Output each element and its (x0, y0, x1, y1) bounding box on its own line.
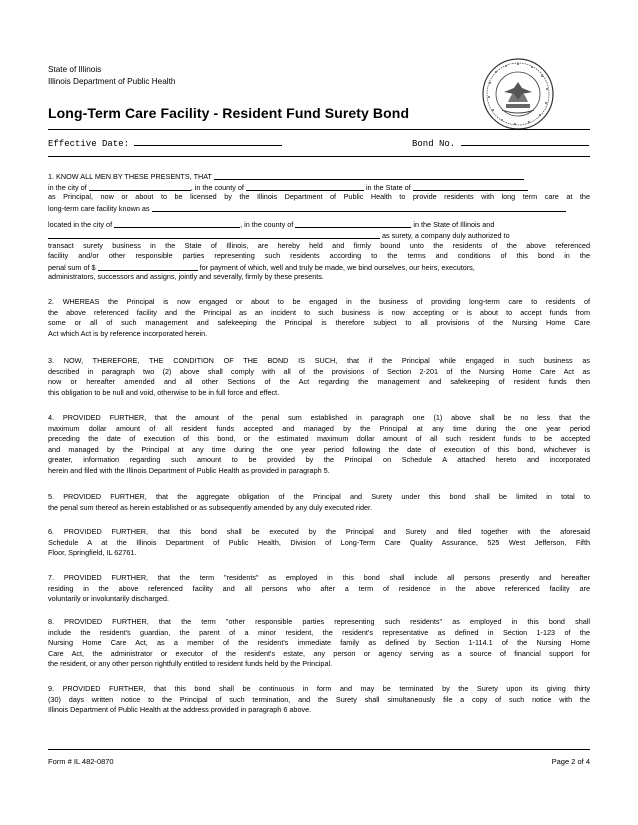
paragraph-4 (48, 413, 590, 477)
p6-line: 6. PROVIDED FURTHER, that this bond shall be executed by the Principal and Surety and filed together with the aforesaid (48, 527, 590, 536)
agency-block (48, 64, 175, 87)
p1-city-label: in the city of (48, 182, 87, 192)
p1-surety-label: as surety, a company duly authorized to (382, 230, 510, 240)
paragraph-5 (48, 492, 590, 513)
p2-line: 2. WHEREAS the Principal is now engaged or about to be engaged in the business of providing long-term care to residents of (48, 297, 590, 306)
p8-line: Care Act, the administrator or executor of the resident's estate, any person or agency serving as a source of financial support for (48, 648, 590, 658)
p2-line: some or all of such management and safekeeping the Principal is therefore subject to all provisions of the Nursing Home Care (48, 318, 590, 328)
state-seal-icon (482, 58, 554, 130)
facility-name-input[interactable] (152, 203, 566, 212)
department-name: Illinois Department of Public Health (48, 76, 176, 86)
p4-line: 4. PROVIDED FURTHER, that the amount of the penal sum established in paragraph one (1) above shall be no less that the (48, 413, 590, 422)
effective-date-field (48, 136, 282, 149)
p7-line: 7. PROVIDED FURTHER, that the term "residents" as employed in this bond shall include all persons presently and hereafter (48, 573, 590, 582)
principal-county-input[interactable] (246, 182, 364, 191)
paragraph-2 (48, 297, 590, 339)
p5-line: the penal sum thereof as herein established or as subsequently amended by any duly executed rider. (48, 502, 373, 512)
p1-line10: administrators, successors and assigns, jointly and severally, firmly by these presents. (48, 272, 324, 282)
p4-line: and managed by the Principal at any time during the one year period following the date of execution of this bond, whichever is (48, 444, 590, 454)
p1-county-label: , in the county of (190, 182, 244, 192)
p1-located-city-label: located in the city of (48, 220, 113, 230)
principal-city-input[interactable] (89, 182, 191, 191)
surety-name-input[interactable] (48, 230, 380, 239)
p8-line: Nursing Home Care Act, as a member of the resident's immediate family as defined by Section 1-114.1 of the Nursing Home (48, 638, 590, 648)
p4-line: preceding the date of execution of this bond, or the estimated maximum dollar amount of all such resident funds to be accepted (48, 434, 590, 444)
p6-line: Schedule A at the Illinois Department of Public Health, Division of Long-Term Care Quality Assurance, 525 West Jefferson, Fifth (48, 537, 590, 547)
paragraph-9 (48, 684, 590, 716)
effective-date-label: Effective Date: (48, 139, 130, 149)
paragraph-7 (48, 573, 590, 605)
p4-line: herein and filed with the Illinois Department of Public Health as provided in paragraph 5. (48, 465, 330, 475)
p3-line: now or hereafter amended and all other Sections of the Act regarding the management and safekeeping of resident funds then (48, 377, 590, 387)
principal-state-input[interactable] (413, 182, 528, 191)
header-divider (48, 156, 590, 157)
p1-state-label: in the State of (365, 182, 411, 192)
p1-line3: as Principal, now or about to be licensed by the Illinois Department of Public Health to provide residents with long term care at the (48, 192, 590, 202)
paragraph-1 (48, 171, 590, 283)
form-number: Form # IL 482-0870 (48, 757, 114, 766)
p3-line: 3. NOW, THEREFORE, THE CONDITION OF THE BOND IS SUCH, that if the Principal while engaged in such business as (48, 356, 590, 365)
page-number: Page 2 of 4 (551, 757, 590, 766)
p3-line: described in paragraph two (2) above shall comply with all of the provisions of Section 2-201 of the Nursing Home Care Act as (48, 366, 590, 376)
p3-line: this obligation to be null and void, otherwise to be in full force and effect. (48, 387, 280, 397)
p8-line: 8. PROVIDED FURTHER, that the term "other responsible parties representing such residents" as employed in this bond shall (48, 617, 590, 626)
p8-line: include the resident's guardian, the parent of a minor resident, the resident's representative as defined in Section 1-123 of the (48, 627, 590, 637)
paragraph-6 (48, 527, 590, 559)
footer-divider (48, 749, 590, 750)
p8-line: the resident, or any other person rightfully entitled to resident funds held by the Principal. (48, 659, 333, 669)
p1-facility-label: long-term care facility known as (48, 203, 150, 213)
p1-penal-sum-label: penal sum of $ (48, 262, 96, 272)
state-name: State of Illinois (48, 65, 102, 74)
effective-date-input[interactable] (134, 136, 282, 146)
p9-line: (30) days written notice to the Principal of such termination, and the Surety shall simultaneously file a copy of such notice with the (48, 694, 590, 704)
p1-illinois-label: in the State of Illinois and (413, 220, 495, 230)
p1-line8: facility and/or other responsible parties representing such residents according to the terms and conditions of this bond in the (48, 251, 590, 261)
p4-line: maximum dollar amount of all resident funds accepted and managed by the Principal at any time during the one year period (48, 423, 590, 433)
p2-line: the above referenced facility and the Principal as an incident to such business is now accepting or is about to accept funds from (48, 307, 590, 317)
facility-city-input[interactable] (114, 219, 240, 228)
p1-intro: 1. KNOW ALL MEN BY THESE PRESENTS, THAT (48, 172, 212, 181)
p7-line: residing in the above referenced facility and all persons who after a term of residence in the above referenced facility are (48, 583, 590, 593)
document-title: Long-Term Care Facility - Resident Fund Surety Bond (48, 105, 410, 121)
title-divider (48, 129, 590, 130)
p1-located-county-label: , in the county of (240, 220, 294, 230)
penal-sum-input[interactable] (98, 262, 198, 271)
paragraph-8 (48, 617, 590, 670)
bond-number-field (412, 136, 589, 149)
bond-number-label: Bond No. (412, 139, 456, 149)
p1-line7: transact surety business in the State of Illinois, are hereby held and firmly bound unto the residents of the above referenced (48, 240, 590, 250)
p4-line: greater, information regarding such amount to be provided by the Principal on Schedule A attached hereto and incorporated (48, 455, 590, 465)
p1-line9-rest: for payment of which, well and truly be made, we bind ourselves, our heirs, executors, (199, 262, 475, 272)
p5-line: 5. PROVIDED FURTHER, that the aggregate obligation of the Principal and Surety under this bond shall be limited in total to (48, 492, 590, 501)
p6-line: Floor, Springfield, IL 62761. (48, 548, 137, 558)
bond-number-input[interactable] (461, 136, 589, 146)
facility-county-input[interactable] (295, 219, 411, 228)
p9-line: Illinois Department of Public Health at the address provided in paragraph 6 above. (48, 705, 312, 715)
p2-line: Act which Act is by reference incorporated herein. (48, 328, 208, 338)
paragraph-3 (48, 356, 590, 398)
p9-line: 9. PROVIDED FURTHER, that this bond shall be continuous in form and may be terminated by the Surety upon its giving thirty (48, 684, 590, 693)
p7-line: voluntarily or involuntarily discharged. (48, 594, 169, 604)
principal-name-input[interactable] (214, 171, 524, 180)
